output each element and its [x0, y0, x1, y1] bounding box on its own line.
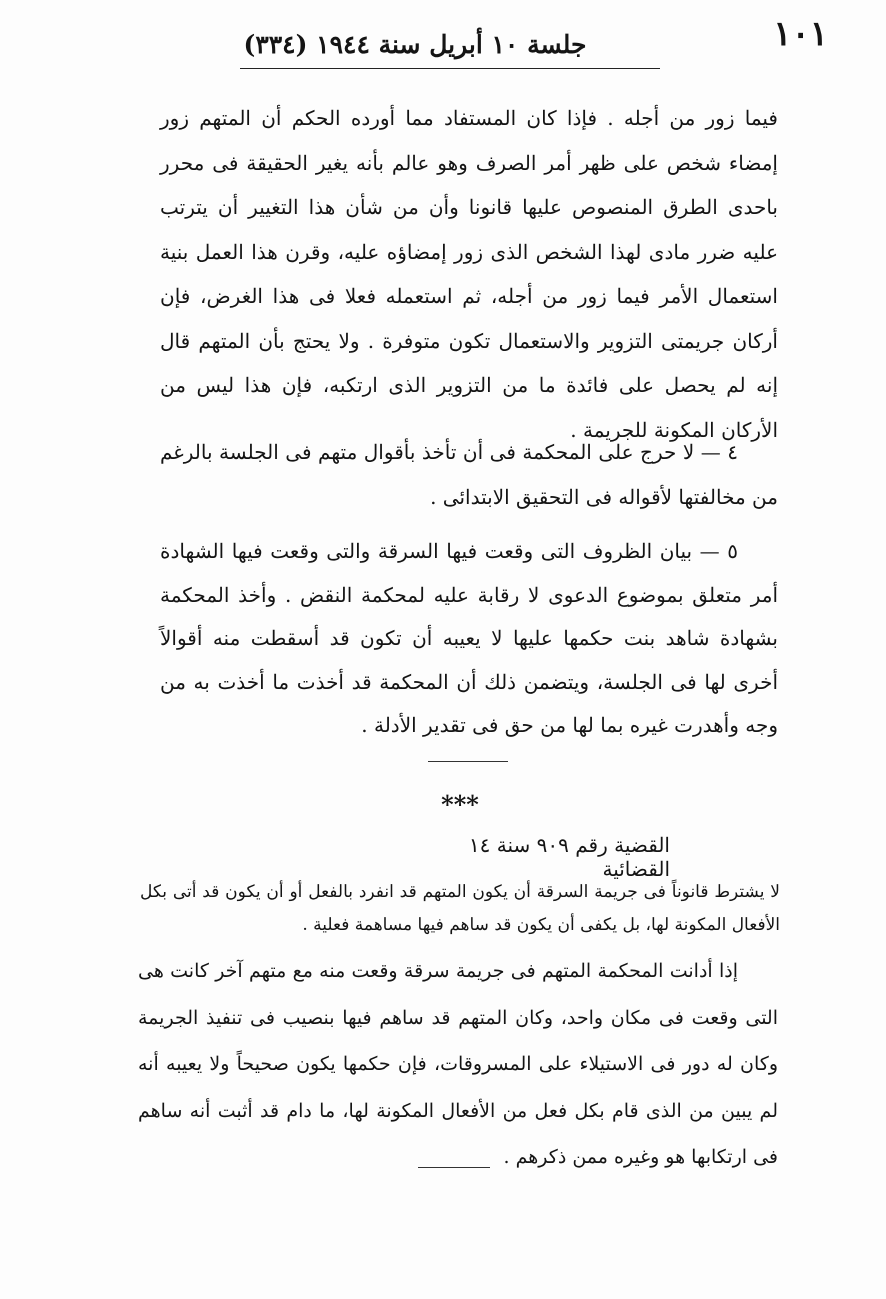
paragraph-3: [160, 530, 778, 748]
case-subheading: القضية رقم ٩٠٩ سنة ١٤ القضائية: [468, 833, 670, 881]
case-summary: [140, 876, 780, 942]
section-divider-bottom: [418, 1167, 490, 1168]
header-rule: [240, 68, 660, 69]
paragraph-1: [160, 96, 778, 452]
running-header: جلسة ١٠ أبريل سنة ١٩٤٤ (٣٣٤): [243, 30, 587, 59]
paragraph-text: ٤ — لا حرج على المحكمة فى أن تأخذ بأقوال متهم فى الجلسة بالرغم من مخالفتها لأقواله فى التحقيق الابتدائى .: [160, 440, 778, 509]
section-divider: [428, 761, 508, 762]
summary-text: لا يشترط قانوناً فى جريمة السرقة أن يكون المتهم قد انفرد بالفعل أو أن يكون قد أتى بكل الأفعال المكونة لها، بل يكفى أن يكون قد ساهم فيها مساهمة فعلية .: [140, 882, 780, 935]
case-body-text: إذا أدانت المحكمة المتهم فى جريمة سرقة وقعت منه مع متهم آخر كانت هى التى وقعت فى مكان واحد، وكان المتهم قد ساهم فيها بنصيب فى تنفيذ الجريمة وكان له دور فى الاستيلاء على المسروقات، فإن حكمها يكون صحيحاً ولا يعيبه أنه لم يبين من الذى قام بكل فعل من الأفعال المكونة لها، ما دام قد أثبت أنه ساهم فى ارتكابها هو وغيره ممن ذكرهم .: [138, 960, 778, 1168]
case-number-marker: ***: [441, 790, 479, 819]
case-body: [138, 948, 778, 1181]
page-number: ١٠١: [773, 14, 828, 54]
paragraph-text: ٥ — بيان الظروف التى وقعت فيها السرقة والتى وقعت فيها الشهادة أمر متعلق بموضوع الدعوى لا رقابة عليه لمحكمة النقض . وأخذ المحكمة بشهادة شاهد بنت حكمها عليها لا يعيبه أن تكون قد أسقطت منه أقوالاً أخرى لها فى الجلسة، ويتضمن ذلك أن المحكمة قد أخذت ما أخذت به من وجه وأهدرت غيره بما لها من حق فى تقدير الأدلة .: [160, 539, 778, 737]
paragraph-text: فيما زور من أجله . فإذا كان المستفاد مما أورده الحكم أن المتهم زور إمضاء شخص على ظهر أمر الصرف وهو عالم بأنه يغير الحقيقة فى محرر باحدى الطرق المنصوص عليها قانونا وأن من شأن هذا التغيير أن يترتب عليه ضرر مادى لهذا الشخص الذى زور إمضاؤه عليه، وقرن هذا العمل بنية استعمال الأمر فيما زور من أجله، ثم استعمله فعلا فى هذا الغرض، فإن أركان جريمتى التزوير والاستعمال تكون متوفرة . ولا يحتج بأن المتهم قال إنه لم يحصل على فائدة ما من التزوير الذى ارتكبه، فإن هذا ليس من الأركان المكونة للجريمة .: [160, 106, 778, 442]
paragraph-2: [160, 430, 778, 519]
